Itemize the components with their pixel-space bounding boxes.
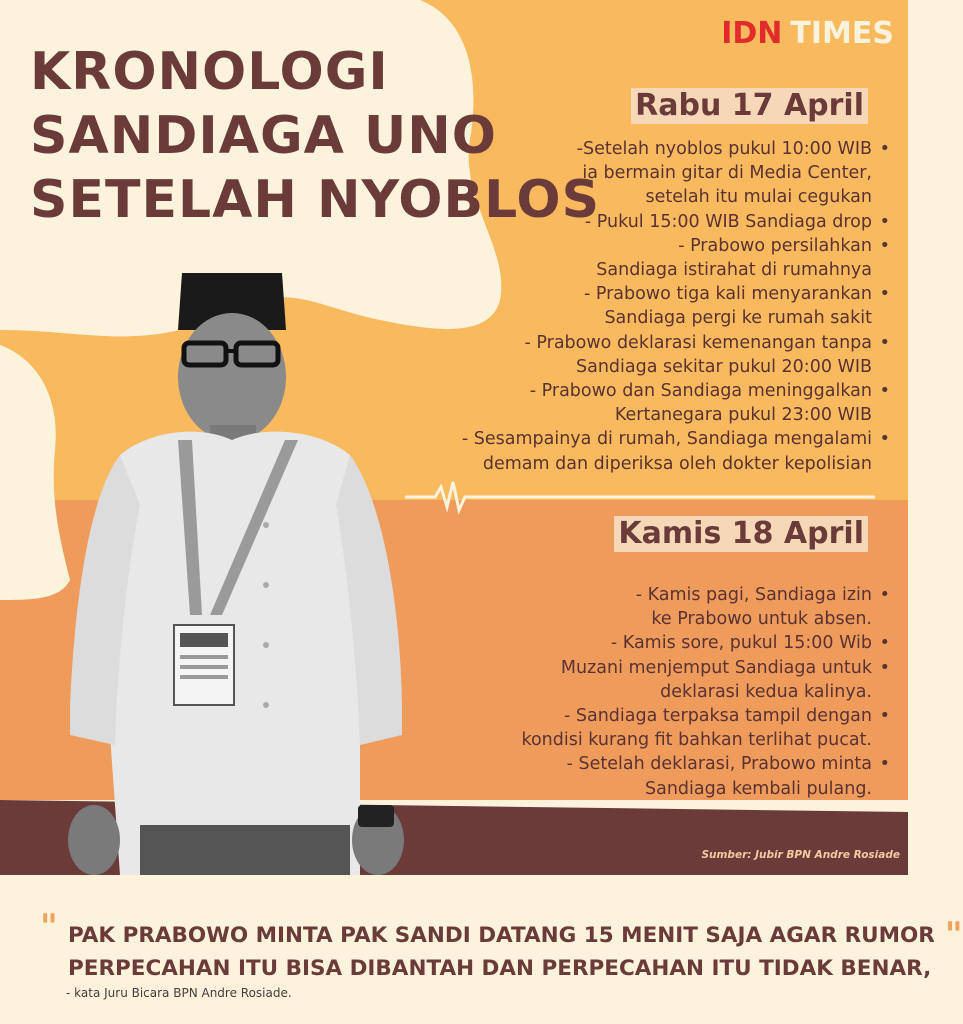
section1-list [462, 137, 894, 476]
timeline-line [521, 607, 894, 631]
section2-list [521, 583, 894, 801]
timeline-line [462, 282, 894, 306]
quote-text-2: PERPECAHAN ITU BISA DIBANTAH DAN PERPECAHAN ITU TIDAK BENAR, [68, 956, 932, 981]
bullet-icon: • [879, 381, 890, 402]
timeline-text: setelah itu mulai cegukan [645, 187, 872, 208]
quote-block [40, 907, 963, 985]
quote-line-2 [40, 952, 963, 985]
timeline-text: - Sesampainya di rumah, Sandiaga mengalami [461, 429, 872, 450]
section2-heading: Kamis 18 April [614, 516, 868, 552]
timeline-line [462, 452, 894, 476]
timeline-line [462, 403, 894, 427]
timeline-line [521, 777, 894, 801]
timeline-text: - Pukul 15:00 WIB Sandiaga drop [584, 211, 872, 232]
bullet-icon: • [879, 139, 890, 159]
open-quote-icon: " [40, 907, 58, 947]
timeline-line [462, 161, 894, 185]
timeline-line [521, 631, 894, 655]
timeline-text: ia bermain gitar di Media Center, [582, 163, 872, 184]
timeline-text: deklarasi kedua kalinya. [660, 681, 872, 702]
timeline-line [462, 331, 894, 355]
idn-times-logo [721, 16, 894, 51]
bullet-icon: • [879, 754, 890, 775]
timeline-text: demam dan diperiksa oleh dokter kepolisian [482, 453, 872, 474]
quote-attribution: - kata Juru Bicara BPN Andre Rosiade. [66, 986, 292, 1000]
timeline-line [462, 306, 894, 330]
timeline-text: Sandiaga sekitar pukul 20:00 WIB [575, 356, 872, 377]
timeline-text: Sandiaga pergi ke rumah sakit [604, 308, 872, 329]
timeline-text: Kertanegara pukul 23:00 WIB [614, 405, 872, 426]
quote-line-1 [40, 907, 963, 955]
bullet-icon: • [879, 633, 890, 654]
logo-suffix: TIMES [790, 16, 894, 51]
timeline-line [521, 728, 894, 752]
timeline-line [462, 258, 894, 282]
heartbeat-divider [405, 482, 875, 512]
page-title [30, 40, 601, 232]
timeline-line [462, 137, 894, 161]
bullet-icon: • [879, 332, 890, 353]
timeline-text: - Prabowo tiga kali menyarankan [583, 284, 872, 305]
timeline-line [462, 210, 894, 234]
timeline-text: - Prabowo deklarasi kemenangan tanpa [524, 332, 872, 353]
title-line: SANDIAGA UNO [30, 106, 497, 166]
timeline-line [462, 355, 894, 379]
timeline-text: - Kamis pagi, Sandiaga izin [635, 585, 872, 605]
bullet-icon: • [879, 235, 890, 256]
timeline-text: - Prabowo dan Sandiaga meninggalkan [529, 381, 872, 402]
timeline-line [462, 427, 894, 451]
timeline-line [462, 379, 894, 403]
timeline-text: Sandiaga istirahat di rumahnya [596, 260, 872, 281]
timeline-text: Sandiaga kembali pulang. [644, 778, 872, 799]
bullet-icon: • [879, 657, 890, 678]
timeline-line [521, 680, 894, 704]
bullet-icon: • [879, 284, 890, 305]
bullet-icon: • [879, 706, 890, 727]
timeline-text: kondisi kurang fit bahkan terlihat pucat. [521, 730, 872, 751]
timeline-line [521, 583, 894, 607]
title-line: KRONOLOGI [30, 42, 389, 102]
timeline-line [521, 656, 894, 680]
timeline-text: - Kamis sore, pukul 15:00 Wib [610, 633, 872, 654]
timeline-text: - Prabowo persilahkan [678, 235, 872, 256]
timeline-text: ke Prabowo untuk absen. [651, 609, 872, 630]
bullet-icon: • [879, 211, 890, 232]
logo-brand: IDN [721, 16, 783, 51]
bullet-icon: • [879, 429, 890, 450]
close-quote-icon: " [944, 915, 963, 955]
timeline-text: - Setelah deklarasi, Prabowo minta [566, 754, 872, 775]
source-note: Sumber: Jubir BPN Andre Rosiade [701, 849, 900, 861]
timeline-text: Muzani menjemput Sandiaga untuk [560, 657, 872, 678]
timeline-text: - Sandiaga terpaksa tampil dengan [563, 706, 872, 727]
timeline-line [462, 185, 894, 209]
section1-heading: Rabu 17 April [631, 88, 868, 124]
timeline-line [462, 234, 894, 258]
title-line: SETELAH NYOBLOS [30, 170, 601, 230]
timeline-line [521, 752, 894, 776]
bullet-icon: • [879, 585, 890, 605]
sandiaga-photo [60, 265, 410, 875]
timeline-line [521, 704, 894, 728]
timeline-text: -Setelah nyoblos pukul 10:00 WIB [576, 139, 872, 159]
quote-text-1: PAK PRABOWO MINTA PAK SANDI DATANG 15 MENIT SAJA AGAR RUMOR [68, 923, 935, 948]
